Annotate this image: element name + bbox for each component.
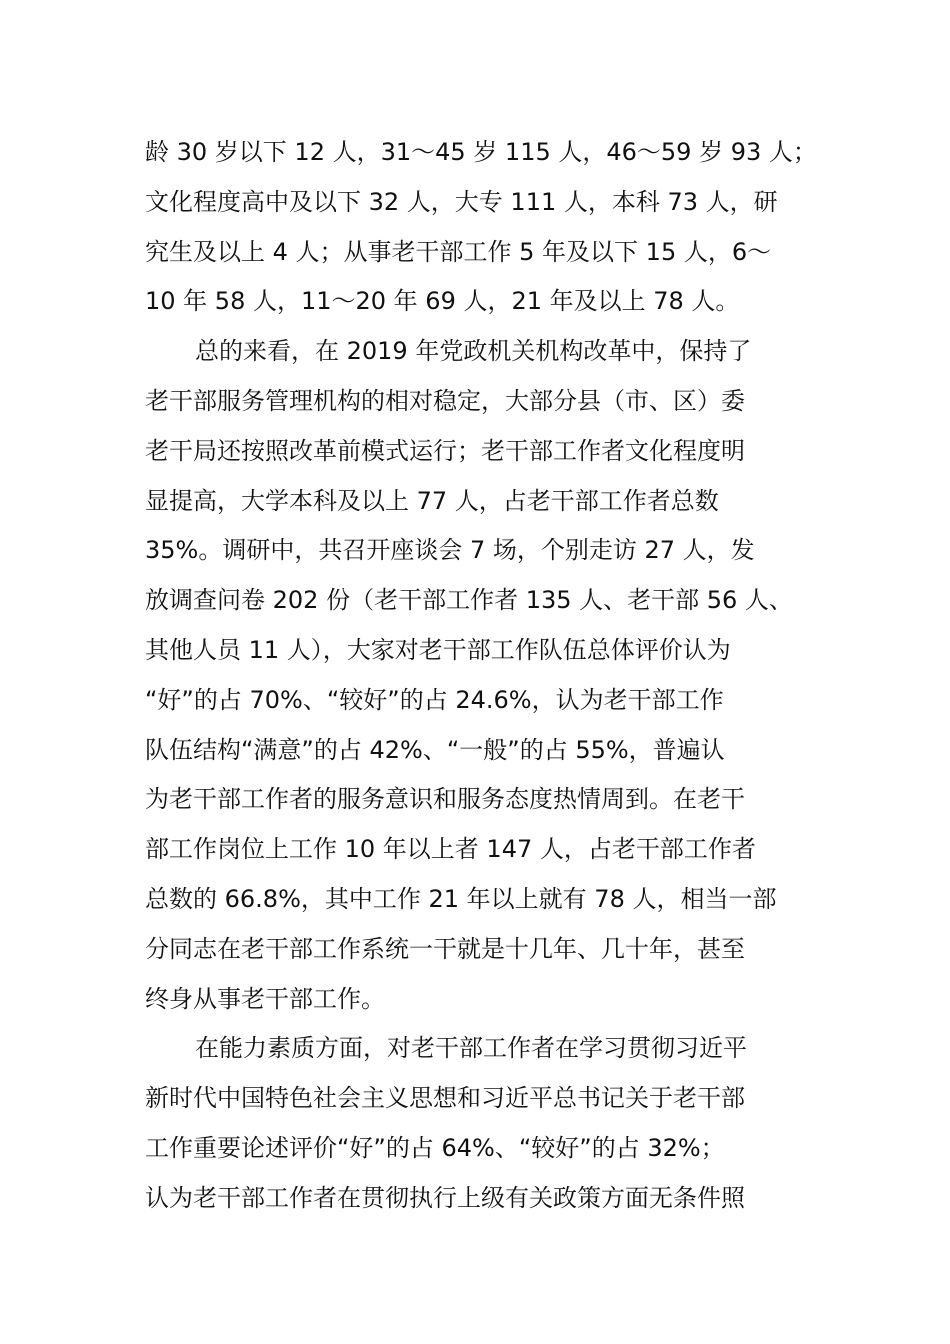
text-line: 总数的 66.8%，其中工作 21 年以上就有 78 人，相当一部 (145, 884, 777, 913)
text-line: 究生及以上 4 人；从事老干部工作 5 年及以下 15 人，6～ (145, 237, 772, 266)
text-line: 分同志在老干部工作系统一干就是十几年、几十年，甚至 (145, 934, 745, 963)
text-line: 新时代中国特色社会主义思想和习近平总书记关于老干部 (145, 1084, 745, 1113)
text-line: 10 年 58 人，11～20 年 69 人，21 年及以上 78 人。 (145, 287, 740, 316)
text-line: 队伍结构“满意”的占 42%、“一般”的占 55%，普遍认 (145, 735, 725, 764)
body-text (145, 128, 835, 1224)
paragraph-first-line: 在能力素质方面，对老干部工作者在学习贯彻习近平 (195, 1034, 747, 1063)
text-line: 文化程度高中及以下 32 人，大专 111 人，本科 73 人，研 (145, 187, 778, 216)
text-line: “好”的占 70%、“较好”的占 24.6%，认为老干部工作 (145, 685, 724, 714)
paragraph-first-line: 总的来看，在 2019 年党政机关机构改革中，保持了 (195, 337, 752, 366)
text-line: 老干局还按照改革前模式运行；老干部工作者文化程度明 (145, 436, 745, 465)
text-line: 放调查问卷 202 份（老干部工作者 135 人、老干部 56 人、 (145, 586, 793, 615)
text-line: 35%。调研中，共召开座谈会 7 场，个别走访 27 人，发 (145, 536, 755, 565)
text-line: 工作重要论述评价“好”的占 64%、“较好”的占 32%； (145, 1133, 725, 1162)
text-line: 老干部服务管理机构的相对稳定，大部分县（市、区）委 (145, 386, 745, 415)
text-line: 为老干部工作者的服务意识和服务态度热情周到。在老干 (145, 785, 745, 814)
text-line: 部工作岗位上工作 10 年以上者 147 人，占老干部工作者 (145, 835, 756, 864)
text-line: 终身从事老干部工作。 (145, 984, 385, 1013)
text-line: 显提高，大学本科及以上 77 人，占老干部工作者总数 (145, 486, 719, 515)
text-line: 龄 30 岁以下 12 人，31～45 岁 115 人，46～59 岁 93 人； (145, 138, 817, 166)
text-line: 认为老干部工作者在贯彻执行上级有关政策方面无条件照 (145, 1183, 745, 1212)
text-line: 其他人员 11 人），大家对老干部工作队伍总体评价认为 (145, 635, 731, 664)
